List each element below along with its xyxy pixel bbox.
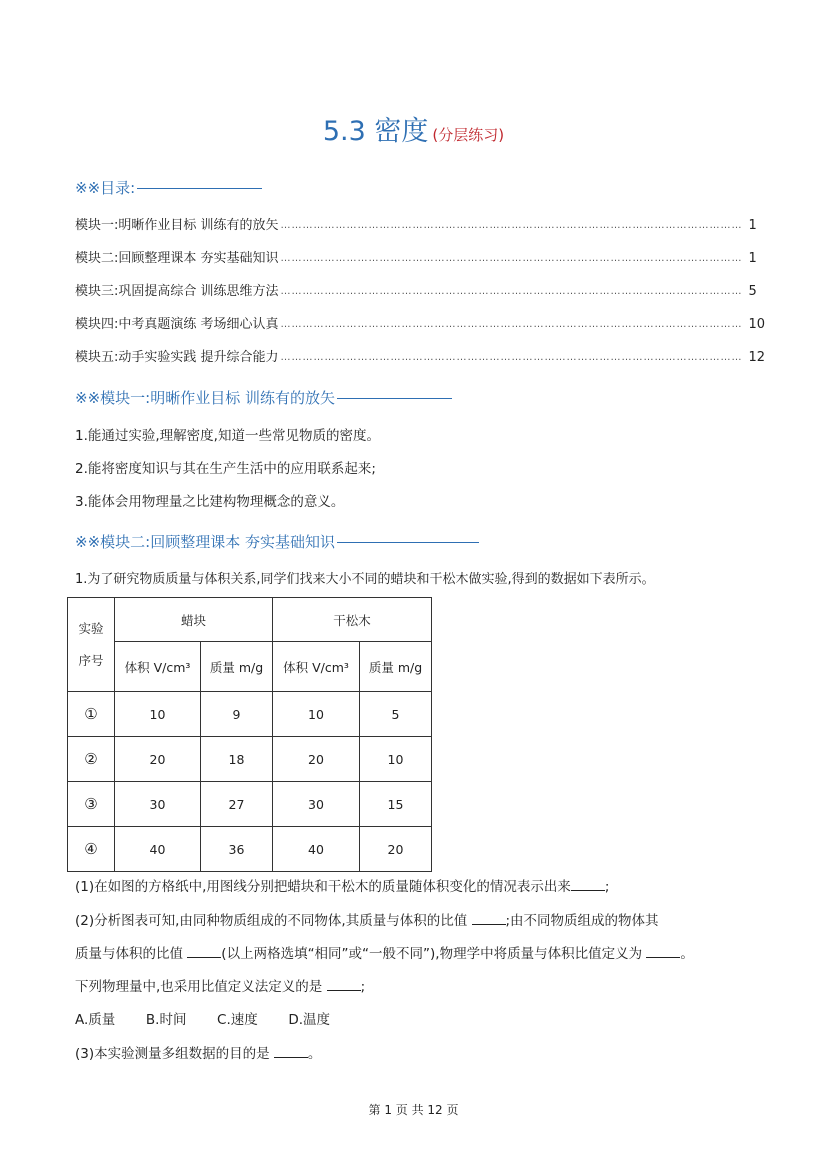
toc-item-label: 模块五:动手实验实践 提升综合能力 <box>75 350 279 365</box>
question-1-part-3: (3)本实验测量多组数据的目的是 。 <box>75 1043 321 1064</box>
module2-heading-rule <box>337 542 479 543</box>
answer-options <box>75 1010 330 1030</box>
toc-heading: ※※目录: <box>75 177 262 199</box>
module1-heading-rule <box>337 398 452 399</box>
option-d[interactable]: D.温度 <box>288 1012 331 1028</box>
option-a[interactable]: A.质量 <box>75 1012 116 1028</box>
table-row <box>68 827 432 872</box>
toc-leader: ……………………………………………………………………………………………………………… <box>280 253 743 264</box>
question-1-part-2-line-3: 下列物理量中,也采用比值定义法定义的是 ; <box>75 976 365 997</box>
toc-leader: ……………………………………………………………………………………………………………… <box>280 286 743 297</box>
table-subheader: 体积 V/cm³ <box>273 642 360 692</box>
table-cell: 40 <box>273 827 360 872</box>
table-cell: 30 <box>273 782 360 827</box>
page-title <box>0 112 827 155</box>
answer-blank[interactable] <box>187 943 221 958</box>
table-cell: 10 <box>360 737 432 782</box>
table-subheader: 质量 m/g <box>201 642 273 692</box>
toc-item[interactable] <box>75 249 757 269</box>
toc-item-page: 1 <box>748 218 757 233</box>
toc-item-label: 模块二:回顾整理课本 夯实基础知识 <box>75 251 279 266</box>
toc-item-page: 5 <box>748 284 757 299</box>
toc-item-page: 1 <box>748 251 757 266</box>
toc-item[interactable] <box>75 348 766 368</box>
table-row-index: ② <box>68 737 115 782</box>
table-row <box>68 782 432 827</box>
toc-item-label: 模块四:中考真题演练 考场细心认真 <box>75 317 279 332</box>
table-cell: 20 <box>115 737 201 782</box>
toc-item-page: 10 <box>748 317 766 332</box>
question-1-part-2-line-2: 质量与体积的比值 (以上两格选填“相同”或“一般不同”),物理学中将质量与体积比值定义为 。 <box>75 943 694 964</box>
table-cell: 9 <box>201 692 273 737</box>
toc-item[interactable] <box>75 315 766 335</box>
title-sub: (分层练习) <box>432 126 505 144</box>
table-row-index: ① <box>68 692 115 737</box>
table-subheader: 质量 m/g <box>360 642 432 692</box>
table-row-index: ④ <box>68 827 115 872</box>
toc-item-page: 12 <box>748 350 766 365</box>
module2-heading: ※※模块二:回顾整理课本 夯实基础知识 <box>75 531 479 553</box>
toc-leader: ……………………………………………………………………………………………………………… <box>280 352 743 363</box>
table-subheader: 体积 V/cm³ <box>115 642 201 692</box>
table-row <box>68 692 432 737</box>
toc-item[interactable] <box>75 282 757 302</box>
title-main: 5.3 密度 <box>322 116 429 147</box>
question-1-intro: 1.为了研究物质质量与体积关系,同学们找来大小不同的蜡块和干松木做实验,得到的数据如下表所示。 <box>75 572 655 587</box>
option-b[interactable]: B.时间 <box>145 1012 187 1028</box>
toc-heading-rule <box>137 188 262 189</box>
answer-blank[interactable] <box>274 1043 308 1058</box>
table-cell: 20 <box>360 827 432 872</box>
table-cell: 10 <box>115 692 201 737</box>
answer-blank[interactable] <box>571 876 605 891</box>
module1-heading: ※※模块一:明晰作业目标 训练有的放矢 <box>75 387 452 409</box>
toc-item[interactable] <box>75 216 757 236</box>
table-cell: 30 <box>115 782 201 827</box>
option-c[interactable]: C.速度 <box>217 1012 258 1028</box>
table-cell: 10 <box>273 692 360 737</box>
table-corner-header: 实验 序号 <box>68 598 115 692</box>
question-1-part-2-line-1: (2)分析图表可知,由同种物质组成的不同物体,其质量与体积的比值 ;由不同物质组成的物体其 <box>75 910 659 931</box>
table-group-header: 蜡块 <box>115 598 273 642</box>
table-cell: 36 <box>201 827 273 872</box>
toc-leader: ……………………………………………………………………………………………………………… <box>280 319 743 330</box>
page-footer: 第 1 页 共 12 页 <box>368 1103 459 1117</box>
table-cell: 5 <box>360 692 432 737</box>
table-cell: 18 <box>201 737 273 782</box>
answer-blank[interactable] <box>646 943 680 958</box>
question-1-part-1: (1)在如图的方格纸中,用图线分别把蜡块和干松木的质量随体积变化的情况表示出来 ; <box>75 876 609 897</box>
table-cell: 20 <box>273 737 360 782</box>
table-cell: 27 <box>201 782 273 827</box>
toc-item-label: 模块三:巩固提高综合 训练思维方法 <box>75 284 279 299</box>
answer-blank[interactable] <box>472 910 506 925</box>
toc-item-label: 模块一:明晰作业目标 训练有的放矢 <box>75 218 279 233</box>
answer-blank[interactable] <box>327 976 361 991</box>
table-row <box>68 737 432 782</box>
table-row-index: ③ <box>68 782 115 827</box>
goal-item: 2.能将密度知识与其在生产生活中的应用联系起来; <box>75 461 376 477</box>
table-cell: 15 <box>360 782 432 827</box>
goal-item: 1.能通过实验,理解密度,知道一些常见物质的密度。 <box>75 428 380 444</box>
goal-item: 3.能体会用物理量之比建构物理概念的意义。 <box>75 494 345 510</box>
table-group-header: 干松木 <box>273 598 432 642</box>
data-table <box>67 597 432 872</box>
toc-leader: ……………………………………………………………………………………………………………… <box>280 220 743 231</box>
table-cell: 40 <box>115 827 201 872</box>
